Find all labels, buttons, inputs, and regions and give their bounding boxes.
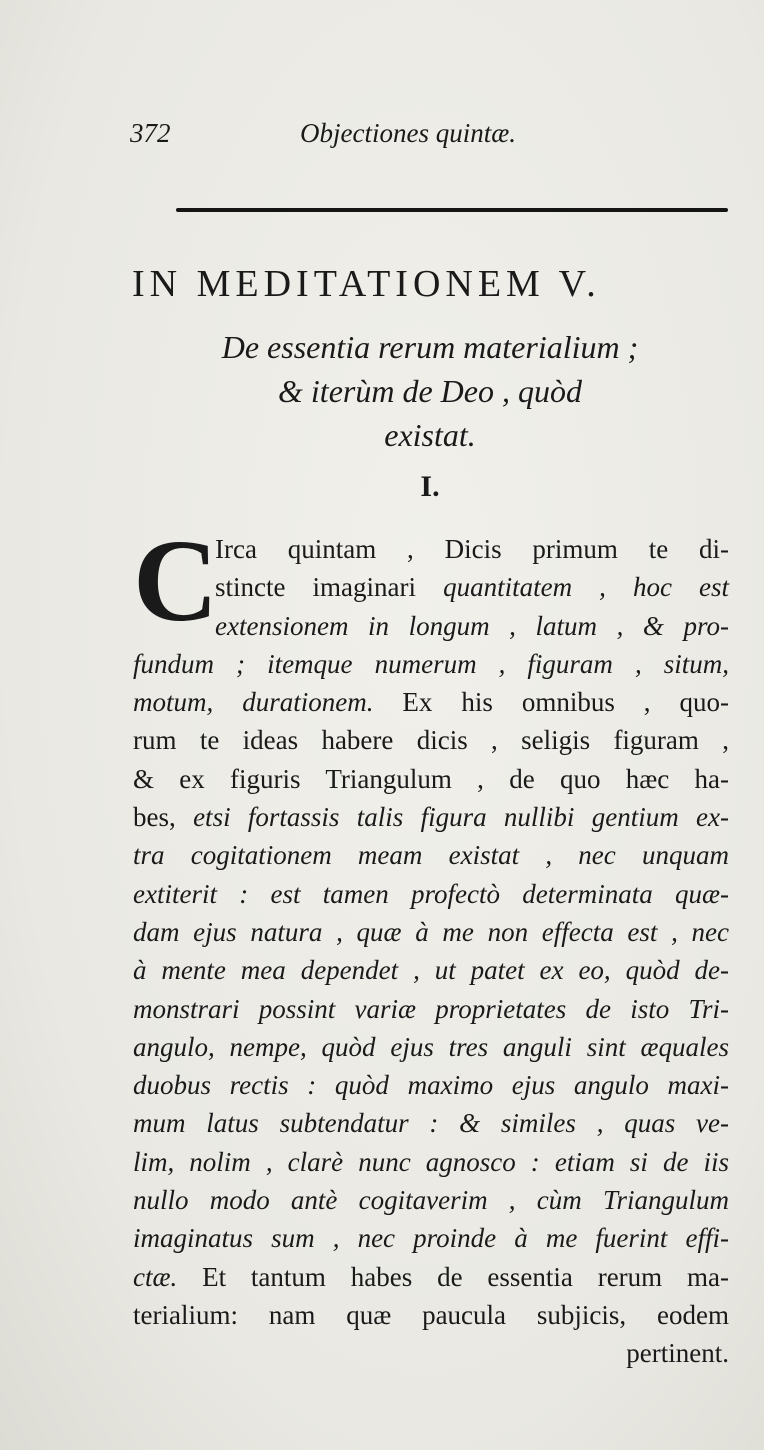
- text-line: [133, 683, 729, 721]
- drop-cap: C: [133, 515, 219, 646]
- text-line: [133, 990, 729, 1028]
- text-segment: extensionem in longum , latum , & pro-: [215, 610, 729, 641]
- text-segment: pertinent.: [626, 1338, 729, 1369]
- text-line: [133, 760, 729, 798]
- body-text: [133, 530, 729, 1373]
- page-number: 372: [130, 118, 171, 148]
- text-line: [133, 1334, 729, 1372]
- text-line: [133, 913, 729, 951]
- text-segment: mum latus subtendatur : & similes , quas ve-: [133, 1108, 729, 1139]
- text-line: [133, 645, 729, 683]
- page-header: [130, 118, 730, 158]
- text-segment: terialium: nam quæ paucula subjicis, eodem: [133, 1299, 729, 1330]
- text-segment: bes,: [133, 802, 194, 833]
- text-segment: monstrari possint variæ proprietates de isto Tri-: [133, 993, 729, 1024]
- text-segment: etsi fortassis talis figura nullibi gentium ex-: [193, 802, 730, 833]
- text-line: [133, 836, 729, 874]
- section-heading: IN MEDITATIONEM V.: [132, 263, 601, 305]
- text-segment: lim, nolim , clarè nunc agnosco : etiam si de iis: [133, 1146, 729, 1177]
- text-segment: rum te ideas habere dicis , seligis figuram ,: [133, 725, 729, 756]
- subtitle-line: & iterùm de Deo , quòd: [278, 373, 582, 409]
- text-line: [133, 1143, 729, 1181]
- text-segment: fundum ; itemque numerum , figuram , situm,: [133, 648, 729, 679]
- text-segment: Ex his omnibus , quo-: [402, 687, 729, 718]
- text-line: [133, 1066, 729, 1104]
- text-segment: extiterit : est tamen profectò determinata quæ-: [133, 878, 729, 909]
- text-segment: motum, durationem.: [133, 687, 403, 718]
- text-segment: duobus rectis : quòd maximo ejus angulo maxi-: [133, 1070, 729, 1101]
- subtitle-line: existat.: [384, 417, 476, 453]
- section-subtitle: [130, 325, 730, 457]
- text-segment: tra cogitationem meam existat , nec unquam: [133, 840, 729, 871]
- text-line: [133, 1028, 729, 1066]
- text-line: [133, 568, 729, 606]
- text-line: [133, 1104, 729, 1142]
- text-segment: angulo, nempe, quòd ejus tres anguli sint æquales: [133, 1031, 729, 1062]
- running-title: Objectiones quintæ.: [300, 118, 516, 148]
- text-line: [133, 1219, 729, 1257]
- header-rule: [176, 208, 728, 212]
- text-segment: & ex figuris Triangulum , de quo hæc ha-: [133, 763, 729, 794]
- text-line: [133, 951, 729, 989]
- text-segment: imaginatus sum , nec proinde à me fuerint effi-: [133, 1223, 729, 1254]
- text-segment: stincte imaginari: [215, 572, 444, 603]
- text-line: [133, 1181, 729, 1219]
- text-segment: quantitatem , hoc est: [443, 572, 729, 603]
- text-segment: dam ejus natura , quæ à me non effecta est , nec: [133, 916, 729, 947]
- text-line: [133, 875, 729, 913]
- text-segment: Et tantum habes de essentia rerum ma-: [202, 1261, 729, 1292]
- text-line: [133, 1258, 729, 1296]
- subtitle-line: De essentia rerum materialium ;: [221, 329, 639, 365]
- section-numeral: I.: [420, 470, 440, 503]
- text-segment: ctæ.: [133, 1261, 203, 1292]
- text-line: [133, 607, 729, 645]
- text-line: [133, 530, 729, 568]
- text-segment: nullo modo antè cogitaverim , cùm Triangulum: [133, 1185, 729, 1216]
- text-line: [133, 798, 729, 836]
- text-line: [133, 721, 729, 759]
- text-segment: à mente mea dependet , ut patet ex eo, quòd de-: [133, 955, 729, 986]
- text-segment: Irca quintam , Dicis primum te di-: [215, 534, 729, 564]
- text-line: [133, 1296, 729, 1334]
